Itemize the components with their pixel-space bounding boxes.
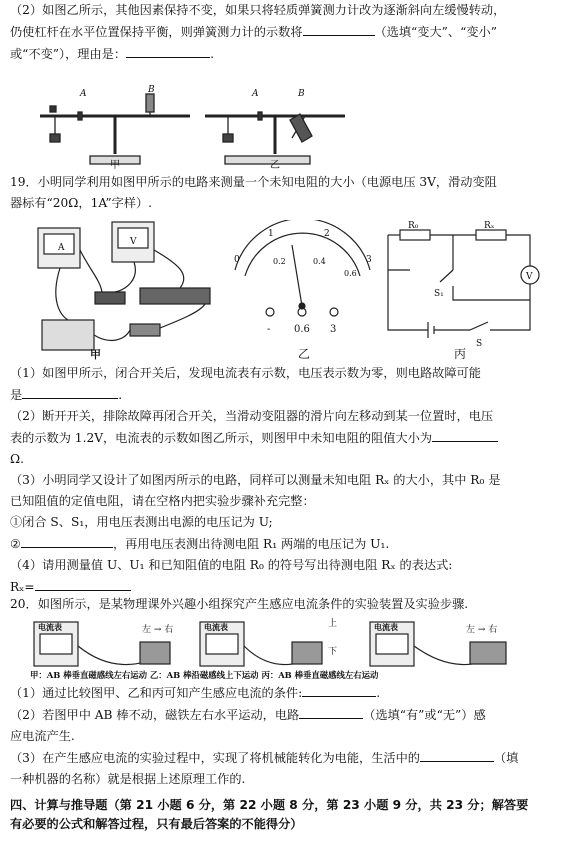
svg-text:0.6: 0.6 [294,324,310,335]
svg-text:S₁: S₁ [434,289,444,299]
q19-stem: 19．小明同学利用如图甲所示的电路来测量一个未知电阻的大小（电源电压 3V，滑动变阻 器标有“20Ω，1A”字样）. [10,175,497,210]
svg-text:2: 2 [324,229,330,239]
answer-blank[interactable] [35,576,131,591]
svg-text:上: 上 [328,619,338,629]
answer-blank[interactable] [303,21,375,36]
svg-text:0.2: 0.2 [273,257,286,266]
svg-text:V: V [526,272,533,282]
answer-blank[interactable] [299,704,363,719]
svg-text:1: 1 [268,229,274,239]
answer-blank[interactable] [126,43,210,58]
q20-figures [30,616,520,682]
section4-heading: 四、计算与推导题（第 21 小题 6 分，第 22 小题 8 分，第 23 小题 9 分，共 23 分；解答要 有必要的公式和解答过程，只有最后答案的不能得分） [10,798,529,831]
ammeter-label: A [58,243,65,253]
answer-blank[interactable] [21,533,113,548]
svg-text:电流表: 电流表 [204,622,228,632]
answer-blank[interactable] [432,427,498,442]
q18-part2 [10,0,570,65]
svg-text:0: 0 [234,255,240,265]
svg-text:电流表: 电流表 [38,622,62,632]
svg-text:S: S [476,339,483,349]
svg-text:-: - [267,324,271,335]
label-a2: A [252,89,259,99]
lever-figure [30,84,350,170]
circuit-jia [38,222,210,350]
lever-jia [40,94,190,164]
lever-yi [205,112,345,164]
q18-line1: （2）如图乙所示，其他因素保持不变，如果只将轻质弹簧测力计改为逐渐斜向左缓慢转动， [10,3,506,17]
q18-line2: 仍使杠杆在水平位置保持平衡，则弹簧测力计的示数将 （选填“变大”、“变小” [10,21,570,43]
svg-text:电流表: 电流表 [374,622,398,632]
ammeter-dial [235,220,370,316]
svg-text:3: 3 [366,255,372,265]
svg-text:Rₓ: Rₓ [484,221,495,231]
q18-line3: 或“不变”），理由是： . [10,43,570,65]
svg-text:3: 3 [330,324,337,335]
answer-blank[interactable] [302,682,376,697]
q19-figures [30,220,550,360]
answer-blank[interactable] [22,384,118,399]
voltmeter-label: V [130,237,137,247]
label-a1: A [80,89,87,99]
q19-parts: （1）如图甲所示，闭合开关后，发现电流表有示数，电压表示数为零，则电路故障可能 是 . （2）断开开关，排除故障再闭合开关，当滑动变阻器的滑片向左移动到某一位置时，电压 表的示数为 1.2V，电流表的示数如图乙所示，则图甲中未知电阻的阻值大小为 Ω. （3）小明同学又设计了如图丙所示的电路，同样可以测量未知电阻 Rₓ 的大小，其中 R₀ 是 已知阻值的定值电阻，请在空格内把实验步骤补充完整： ①闭合 S、S₁，用电压表测出电源的电压记为 U; ② ，再用电压表测出待测电阻 R₁ 两端的电压记为 U₁. （4）请用测量值 U、U₁ 和已知阻值的电阻 R₀ 的符号写出待测电阻 Rₓ 的表达式: Rₓ= [10,366,501,594]
label-b1: B [148,85,155,95]
q20-parts: （1）通过比较图甲、乙和丙可知产生感应电流的条件: . （2）若图甲中 AB 棒不动，磁铁左右水平运动，电路 （选填“有”或“无”）感 应电流产生. （3）在产生感应电流的实验过程中，实现了将机械能转化为电能，生活中的 （填 一种机器的名称）就是根据上述原理工作的. [10,682,570,790]
circuit-bing [388,230,539,338]
caption-jia: 甲 [90,348,101,360]
svg-text:下: 下 [328,647,338,657]
q20-stem: 20．如图所示，是某物理课外兴趣小组探究产生感应电流条件的实验装置及实验步骤. [10,597,469,611]
caption-yi: 乙 [298,347,311,360]
answer-blank[interactable] [420,747,494,762]
svg-text:左 → 右: 左 → 右 [142,625,174,635]
label-b2: B [298,89,305,99]
caption-yi: 乙 [270,160,280,170]
svg-text:0.4: 0.4 [313,257,326,266]
caption-bing: 丙 [454,347,467,360]
svg-text:R₀: R₀ [408,221,419,231]
svg-text:左 → 右: 左 → 右 [466,625,498,635]
svg-text:0.6: 0.6 [344,269,357,278]
caption-jia: 甲 [110,160,120,170]
q20-caption: 甲：AB 棒垂直磁感线左右运动 乙：AB 棒沿磁感线上下运动 丙：AB 棒垂直磁感线左右运动 [30,670,379,680]
